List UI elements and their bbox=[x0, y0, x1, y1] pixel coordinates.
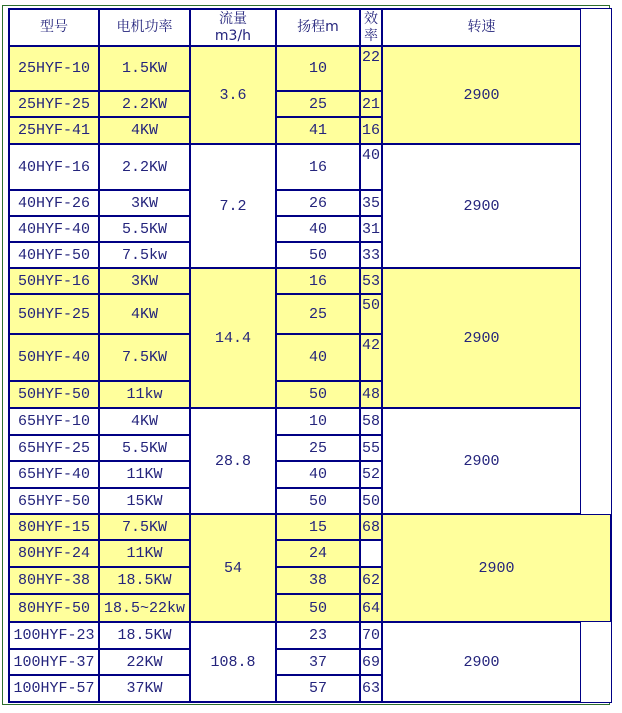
head-cell: 50 bbox=[276, 242, 360, 268]
pump-spec-table bbox=[8, 8, 612, 703]
efficiency-cell: 52 bbox=[360, 461, 382, 488]
header-label-flow-line2: m3/h bbox=[214, 27, 252, 44]
model-cell: 80HYF-24 bbox=[9, 540, 99, 567]
head-cell: 37 bbox=[276, 649, 360, 675]
table-group bbox=[9, 46, 611, 144]
efficiency-cell: 68 bbox=[360, 514, 382, 540]
head-cell: 16 bbox=[276, 144, 360, 190]
power-cell: 5.5KW bbox=[99, 435, 190, 461]
power-cell: 11KW bbox=[99, 461, 190, 488]
efficiency-cell: 50 bbox=[360, 294, 382, 334]
power-cell: 37KW bbox=[99, 675, 190, 702]
header-label-speed: 转速 bbox=[467, 19, 496, 35]
table-header-row bbox=[9, 9, 611, 46]
efficiency-cell: 16 bbox=[360, 117, 382, 144]
head-cell: 57 bbox=[276, 675, 360, 702]
model-cell: 50HYF-40 bbox=[9, 334, 99, 381]
efficiency-cell: 21 bbox=[360, 91, 382, 117]
model-cell: 80HYF-50 bbox=[9, 594, 99, 622]
efficiency-cell: 22 bbox=[360, 46, 382, 91]
head-cell: 24 bbox=[276, 540, 360, 567]
power-cell: 1.5KW bbox=[99, 46, 190, 91]
power-cell: 4KW bbox=[99, 117, 190, 144]
speed-cell: 2900 bbox=[382, 514, 611, 622]
efficiency-cell: 35 bbox=[360, 190, 382, 216]
table-groups bbox=[9, 46, 611, 702]
model-cell: 25HYF-10 bbox=[9, 46, 99, 91]
efficiency-cell bbox=[360, 540, 382, 567]
model-cell: 40HYF-26 bbox=[9, 190, 99, 216]
power-cell: 15KW bbox=[99, 488, 190, 514]
model-cell: 40HYF-50 bbox=[9, 242, 99, 268]
head-cell: 26 bbox=[276, 190, 360, 216]
efficiency-cell: 63 bbox=[360, 675, 382, 702]
efficiency-cell: 64 bbox=[360, 594, 382, 622]
efficiency-cell: 50 bbox=[360, 488, 382, 514]
speed-cell: 2900 bbox=[382, 144, 581, 268]
head-cell: 50 bbox=[276, 488, 360, 514]
power-cell: 22KW bbox=[99, 649, 190, 675]
efficiency-cell: 62 bbox=[360, 567, 382, 594]
power-cell: 2.2KW bbox=[99, 91, 190, 117]
efficiency-cell: 69 bbox=[360, 649, 382, 675]
head-cell: 50 bbox=[276, 381, 360, 408]
flow-cell: 14.4 bbox=[190, 268, 276, 408]
efficiency-cell: 31 bbox=[360, 216, 382, 242]
table-group bbox=[9, 408, 611, 514]
power-cell: 4KW bbox=[99, 294, 190, 334]
power-cell: 4KW bbox=[99, 408, 190, 435]
flow-cell: 3.6 bbox=[190, 46, 276, 144]
model-cell: 80HYF-38 bbox=[9, 567, 99, 594]
model-cell: 65HYF-40 bbox=[9, 461, 99, 488]
header-cell-flow bbox=[190, 9, 276, 46]
head-cell: 10 bbox=[276, 46, 360, 91]
model-cell: 65HYF-25 bbox=[9, 435, 99, 461]
power-cell: 11kw bbox=[99, 381, 190, 408]
efficiency-cell: 53 bbox=[360, 268, 382, 294]
model-cell: 100HYF-37 bbox=[9, 649, 99, 675]
power-cell: 18.5KW bbox=[99, 567, 190, 594]
power-cell: 2.2KW bbox=[99, 144, 190, 190]
header-label-head: 扬程m bbox=[297, 19, 339, 35]
head-cell: 40 bbox=[276, 216, 360, 242]
head-cell: 16 bbox=[276, 268, 360, 294]
head-cell: 10 bbox=[276, 408, 360, 435]
efficiency-cell: 33 bbox=[360, 242, 382, 268]
model-cell: 65HYF-10 bbox=[9, 408, 99, 435]
header-label-eff-line2: 率 bbox=[364, 27, 378, 44]
model-cell: 50HYF-50 bbox=[9, 381, 99, 408]
flow-cell: 28.8 bbox=[190, 408, 276, 514]
table-group bbox=[9, 144, 611, 268]
model-cell: 40HYF-16 bbox=[9, 144, 99, 190]
table-group bbox=[9, 514, 611, 622]
power-cell: 7.5KW bbox=[99, 514, 190, 540]
head-cell: 40 bbox=[276, 461, 360, 488]
flow-cell: 7.2 bbox=[190, 144, 276, 268]
header-cell-model bbox=[9, 9, 99, 46]
header-label-model: 型号 bbox=[40, 19, 68, 35]
efficiency-cell: 70 bbox=[360, 622, 382, 649]
efficiency-cell: 58 bbox=[360, 408, 382, 435]
table-group bbox=[9, 622, 611, 702]
head-cell: 40 bbox=[276, 334, 360, 381]
head-cell: 15 bbox=[276, 514, 360, 540]
speed-cell: 2900 bbox=[382, 46, 581, 144]
power-cell: 7.5kw bbox=[99, 242, 190, 268]
model-cell: 100HYF-57 bbox=[9, 675, 99, 702]
flow-cell: 108.8 bbox=[190, 622, 276, 702]
flow-cell: 54 bbox=[190, 514, 276, 622]
model-cell: 25HYF-25 bbox=[9, 91, 99, 117]
header-label-eff-line1: 效 bbox=[364, 10, 378, 27]
speed-cell: 2900 bbox=[382, 408, 581, 514]
efficiency-cell: 40 bbox=[360, 144, 382, 190]
model-cell: 50HYF-25 bbox=[9, 294, 99, 334]
model-cell: 50HYF-16 bbox=[9, 268, 99, 294]
model-cell: 40HYF-40 bbox=[9, 216, 99, 242]
head-cell: 25 bbox=[276, 294, 360, 334]
efficiency-cell: 55 bbox=[360, 435, 382, 461]
power-cell: 18.5~22kw bbox=[99, 594, 190, 622]
header-cell-efficiency bbox=[360, 9, 382, 46]
header-cell-head bbox=[276, 9, 360, 46]
efficiency-cell: 42 bbox=[360, 334, 382, 381]
power-cell: 3KW bbox=[99, 190, 190, 216]
power-cell: 3KW bbox=[99, 268, 190, 294]
speed-cell: 2900 bbox=[382, 622, 581, 702]
model-cell: 80HYF-15 bbox=[9, 514, 99, 540]
head-cell: 23 bbox=[276, 622, 360, 649]
header-cell-speed bbox=[382, 9, 581, 46]
efficiency-cell: 48 bbox=[360, 381, 382, 408]
model-cell: 100HYF-23 bbox=[9, 622, 99, 649]
power-cell: 11KW bbox=[99, 540, 190, 567]
power-cell: 18.5KW bbox=[99, 622, 190, 649]
head-cell: 41 bbox=[276, 117, 360, 144]
power-cell: 5.5KW bbox=[99, 216, 190, 242]
header-cell-power bbox=[99, 9, 190, 46]
table-group bbox=[9, 268, 611, 408]
head-cell: 25 bbox=[276, 435, 360, 461]
head-cell: 50 bbox=[276, 594, 360, 622]
speed-cell: 2900 bbox=[382, 268, 581, 408]
head-cell: 38 bbox=[276, 567, 360, 594]
model-cell: 65HYF-50 bbox=[9, 488, 99, 514]
header-label-flow-line1: 流量 bbox=[219, 10, 247, 27]
head-cell: 25 bbox=[276, 91, 360, 117]
model-cell: 25HYF-41 bbox=[9, 117, 99, 144]
power-cell: 7.5KW bbox=[99, 334, 190, 381]
header-label-power: 电机功率 bbox=[116, 19, 173, 35]
